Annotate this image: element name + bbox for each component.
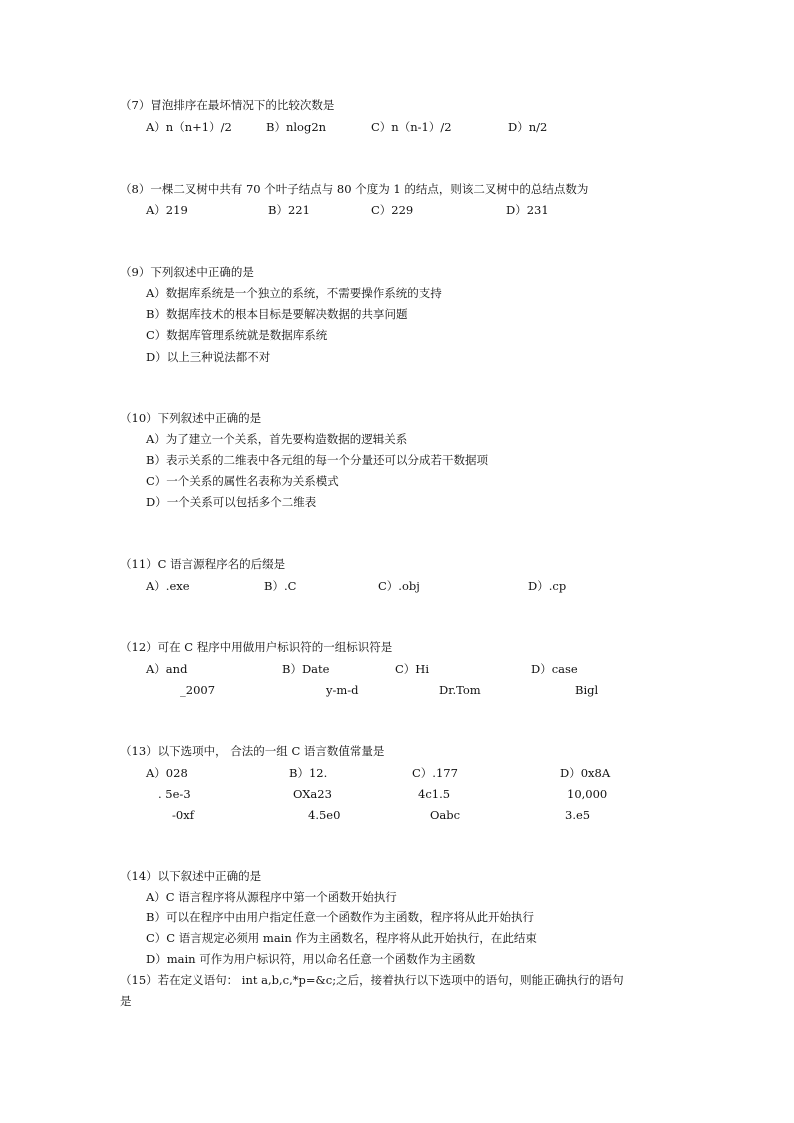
q7-option-a: A）n（n+1）/2	[146, 120, 232, 134]
q15-stem: （15）若在定义语句： int a,b,c,*p=&c;之后，接着执行以下选项中的语句，则能正确执行的语句	[120, 973, 624, 987]
q12-option-b-line2: y-m-d	[326, 683, 359, 697]
q15-stem-continued: 是	[120, 994, 132, 1008]
q10-stem: （10）下列叙述中正确的是	[120, 411, 262, 425]
q13-option-d-line3: 3.e5	[565, 808, 591, 822]
q13-option-c-line2: 4c1.5	[418, 787, 451, 801]
q12-option-a-line2: _2007	[180, 683, 216, 697]
q13-option-b-line2: OXa23	[293, 787, 332, 801]
q13-option-a: A）028	[146, 766, 188, 780]
q10-option-d: D）一个关系可以包括多个二维表	[146, 495, 317, 509]
q14-option-b: B）可以在程序中由用户指定任意一个函数作为主函数，程序将从此开始执行	[146, 910, 534, 924]
q11-option-b: B）.C	[264, 579, 297, 593]
q7-stem: （7）冒泡排序在最坏情况下的比较次数是	[120, 98, 335, 112]
q13-option-c-line3: Oabc	[430, 808, 461, 822]
q10-option-c: C）一个关系的属性名表称为关系模式	[146, 474, 339, 488]
q13-option-c: C）.177	[412, 766, 458, 780]
q9-option-a: A）数据库系统是一个独立的系统，不需要操作系统的支持	[146, 286, 442, 300]
q14-option-c: C）C 语言规定必须用 main 作为主函数名，程序将从此开始执行，在此结束	[146, 931, 537, 945]
q13-option-b: B）12.	[289, 766, 328, 780]
q8-option-d: D）231	[506, 203, 549, 217]
q8-stem: （8）一棵二叉树中共有 70 个叶子结点与 80 个度为 1 的结点，则该二叉树中的总结点数为	[120, 182, 589, 196]
q8-option-c: C）229	[371, 203, 414, 217]
q9-option-c: C）数据库管理系统就是数据库系统	[146, 328, 328, 342]
q14-option-a: A）C 语言程序将从源程序中第一个函数开始执行	[146, 890, 397, 904]
q9-option-b: B）数据库技术的根本目标是要解决数据的共享问题	[146, 307, 408, 321]
q13-option-d-line2: 10,000	[567, 787, 608, 801]
q8-option-a: A）219	[146, 203, 188, 217]
q11-option-d: D）.cp	[528, 579, 567, 593]
q8-option-b: B）221	[268, 203, 310, 217]
q12-option-d-line2: Bigl	[575, 683, 599, 697]
q14-stem: （14）以下叙述中正确的是	[120, 869, 262, 883]
q7-option-b: B）nlog2n	[266, 120, 327, 134]
q13-stem: （13）以下选项中， 合法的一组 C 语言数值常量是	[120, 744, 385, 758]
q9-stem: （9）下列叙述中正确的是	[120, 265, 254, 279]
q7-option-d: D）n/2	[508, 120, 548, 134]
q12-stem: （12）可在 C 程序中用做用户标识符的一组标识符是	[120, 640, 393, 654]
q13-option-a-line3: -0xf	[172, 808, 194, 822]
q12-option-c: C）Hi	[395, 662, 430, 676]
q12-option-c-line2: Dr.Tom	[439, 683, 481, 697]
q13-option-b-line3: 4.5e0	[308, 808, 341, 822]
q11-option-a: A）.exe	[146, 579, 190, 593]
q12-option-b: B）Date	[282, 662, 330, 676]
q14-option-d: D）main 可作为用户标识符，用以命名任意一个函数作为主函数	[146, 952, 476, 966]
q11-option-c: C）.obj	[378, 579, 420, 593]
q13-option-a-line2: . 5e-3	[158, 787, 191, 801]
q12-option-d: D）case	[531, 662, 578, 676]
q11-stem: （11）C 语言源程序名的后缀是	[120, 557, 286, 571]
q9-option-d: D）以上三种说法都不对	[146, 350, 271, 364]
q12-option-a: A）and	[146, 662, 188, 676]
q10-option-b: B）表示关系的二维表中各元组的每一个分量还可以分成若干数据项	[146, 453, 488, 467]
q7-option-c: C）n（n-1）/2	[371, 120, 452, 134]
q13-option-d: D）0x8A	[560, 766, 611, 780]
q10-option-a: A）为了建立一个关系，首先要构造数据的逻辑关系	[146, 432, 408, 446]
